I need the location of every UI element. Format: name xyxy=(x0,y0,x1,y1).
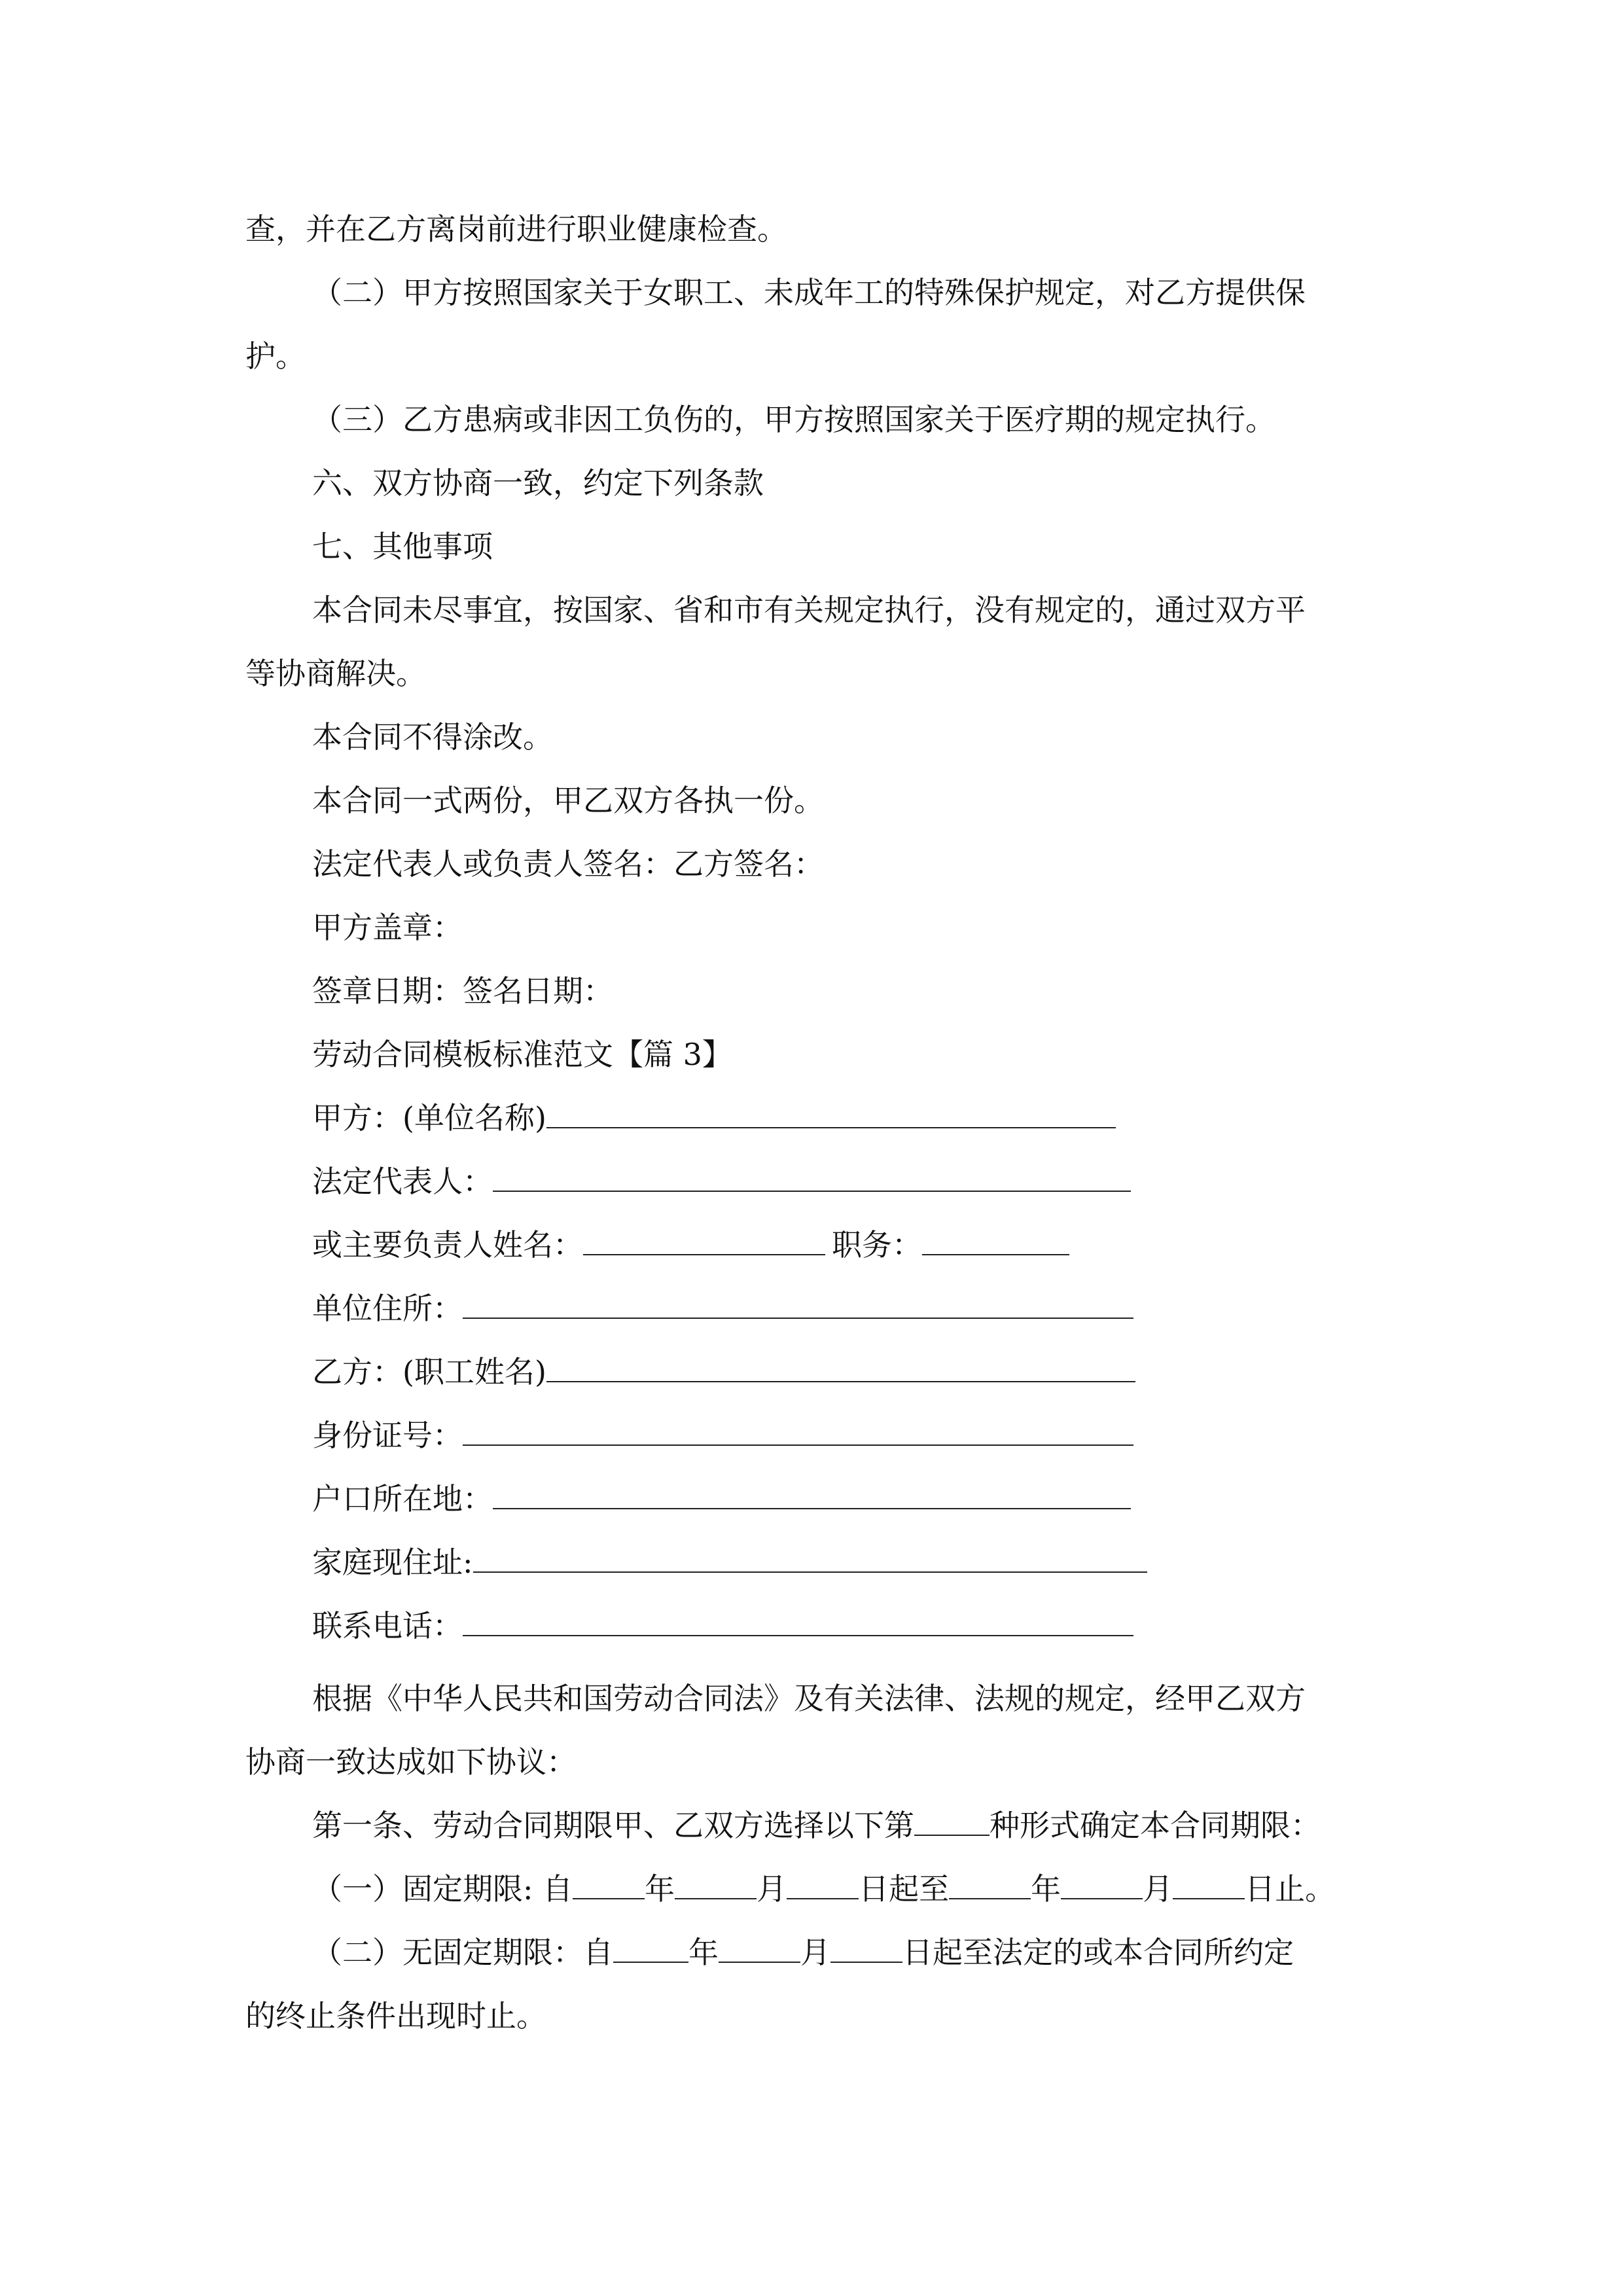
blank-line[interactable] xyxy=(546,1352,1135,1382)
id-number-field xyxy=(312,1416,1133,1455)
fixed-term-clause xyxy=(312,1869,1335,1909)
clause-text: （二）无固定期限：自 xyxy=(312,1935,613,1970)
blank-line[interactable] xyxy=(493,1479,1131,1509)
blank-line[interactable] xyxy=(493,1162,1131,1192)
blank-line[interactable] xyxy=(463,1289,1133,1319)
intro-paragraph: 协商一致达成如下协议： xyxy=(245,1744,577,1780)
field-label: 法定代表人： xyxy=(312,1164,493,1199)
blank-line[interactable] xyxy=(463,1416,1133,1446)
paragraph: （三）乙方患病或非因工负伤的，甲方按照国家关于医疗期的规定执行。 xyxy=(312,402,1275,437)
blank-line[interactable] xyxy=(949,1869,1031,1899)
blank-line[interactable] xyxy=(830,1933,902,1963)
blank-line[interactable] xyxy=(787,1869,859,1899)
field-label: 身份证号： xyxy=(312,1418,463,1453)
blank-line[interactable] xyxy=(1061,1869,1143,1899)
blank-line[interactable] xyxy=(719,1933,800,1963)
paragraph: （二）甲方按照国家关于女职工、未成年工的特殊保护规定，对乙方提供保 xyxy=(312,275,1306,310)
open-term-clause xyxy=(312,1933,1294,1972)
blank-line[interactable] xyxy=(463,1606,1133,1636)
blank-line[interactable] xyxy=(914,1806,990,1836)
blank-line[interactable] xyxy=(675,1869,757,1899)
phone-field xyxy=(312,1606,1133,1645)
paragraph: 查，并在乙方离岗前进行职业健康检查。 xyxy=(245,211,787,247)
field-label: 职务： xyxy=(832,1227,922,1263)
clause-text: 月 xyxy=(1143,1871,1173,1907)
paragraph: 本合同一式两份，甲乙双方各执一份。 xyxy=(312,783,824,818)
field-label: 甲方：(单位名称) xyxy=(312,1100,546,1136)
home-address-field xyxy=(312,1543,1147,1582)
blank-line[interactable] xyxy=(1173,1869,1245,1899)
clause-text: 月 xyxy=(757,1871,787,1907)
clause-text: 月 xyxy=(800,1935,830,1970)
field-label: 户口所在地： xyxy=(312,1481,493,1516)
signature-label: 法定代表人或负责人签名：乙方签名： xyxy=(312,846,824,882)
party-b-field xyxy=(312,1352,1135,1391)
field-label: 乙方：(职工姓名) xyxy=(312,1354,546,1390)
intro-paragraph: 根据《中华人民共和国劳动合同法》及有关法律、法规的规定，经甲乙双方 xyxy=(312,1681,1306,1716)
hukou-field xyxy=(312,1479,1131,1518)
paragraph: 护。 xyxy=(245,338,306,374)
field-label: 单位住所： xyxy=(312,1291,463,1326)
manager-field xyxy=(312,1225,1069,1265)
blank-line[interactable] xyxy=(922,1225,1069,1255)
seal-label: 甲方盖章： xyxy=(312,910,463,945)
section-heading: 七、其他事项 xyxy=(312,529,493,564)
paragraph: 本合同未尽事宜，按国家、省和市有关规定执行，没有规定的，通过双方平 xyxy=(312,592,1306,628)
clause-text: 日止。 xyxy=(1245,1871,1336,1907)
article-1 xyxy=(312,1806,1321,1845)
section-title: 劳动合同模板标准范文【篇 3】 xyxy=(312,1037,732,1072)
section-heading: 六、双方协商一致，约定下列条款 xyxy=(312,465,764,501)
blank-line[interactable] xyxy=(613,1933,688,1963)
paragraph: 本合同不得涂改。 xyxy=(312,719,553,755)
article-text: 种形式确定本合同期限： xyxy=(990,1808,1321,1843)
party-a-field xyxy=(312,1098,1116,1138)
address-field xyxy=(312,1289,1133,1328)
date-label: 签章日期：签名日期： xyxy=(312,973,613,1009)
clause-text: 日起至法定的或本合同所约定 xyxy=(902,1935,1294,1970)
blank-line[interactable] xyxy=(473,1543,1147,1573)
legal-rep-field xyxy=(312,1162,1131,1201)
article-text: 第一条、劳动合同期限甲、乙双方选择以下第 xyxy=(312,1808,914,1843)
paragraph: 等协商解决。 xyxy=(245,656,426,691)
field-label: 联系电话： xyxy=(312,1608,463,1643)
open-term-continuation: 的终止条件出现时止。 xyxy=(245,1998,546,2034)
clause-text: 年 xyxy=(645,1871,675,1907)
blank-line[interactable] xyxy=(546,1098,1116,1128)
field-label: 家庭现住址: xyxy=(312,1545,473,1580)
clause-text: 年 xyxy=(1031,1871,1061,1907)
clause-text: （一）固定期限: 自 xyxy=(312,1871,573,1907)
clause-text: 日起至 xyxy=(859,1871,950,1907)
clause-text: 年 xyxy=(688,1935,719,1970)
field-label: 或主要负责人姓名： xyxy=(312,1227,583,1263)
blank-line[interactable] xyxy=(573,1869,645,1899)
blank-line[interactable] xyxy=(583,1225,825,1255)
